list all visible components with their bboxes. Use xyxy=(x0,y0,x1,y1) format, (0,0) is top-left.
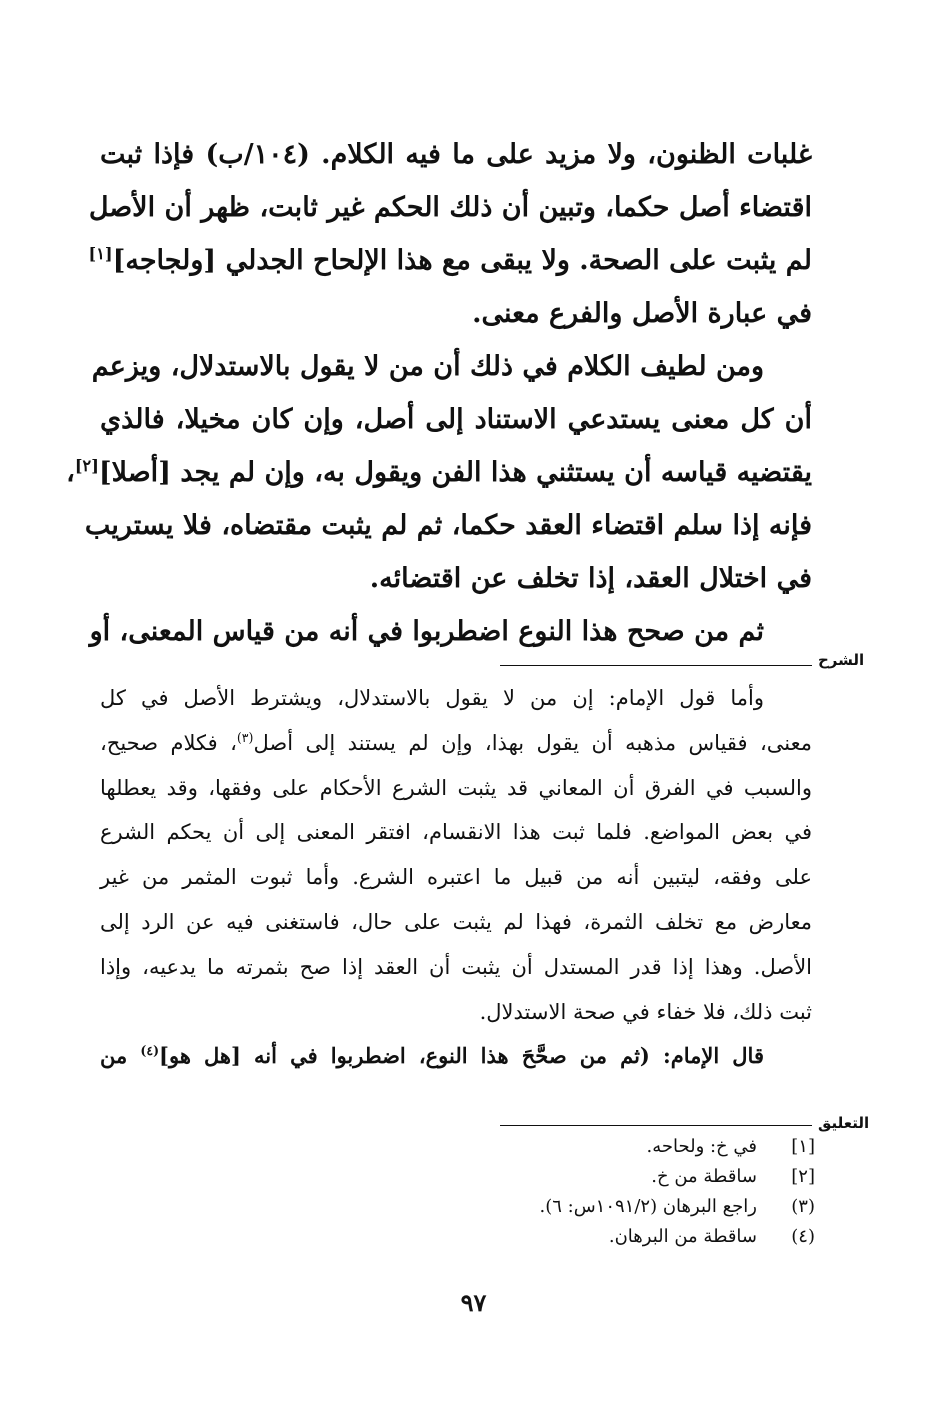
matn-line: ثم من صحح هذا النوع اضطربوا في أنه من قياس المعنى، أو xyxy=(89,616,764,647)
matn-line: لم يثبت على الصحة. ولا يبقى مع هذا الإلحاح الجدلي [ولجاجه][١] xyxy=(88,244,812,276)
matn-line: أن كل معنى يستدعي الاستناد إلى أصل، وإن كان مخيلا، فالذي xyxy=(100,404,812,435)
matn-line: فإنه إذا سلم اقتضاء العقد حكما، ثم لم يثبت مقتضاه، فلا يستريب xyxy=(84,510,812,541)
sharh-line: وأما قول الإمام: إن من لا يقول بالاستدلال، ويشترط الأصل في كل xyxy=(100,686,764,710)
sharh-line: ثبت ذلك، فلا خفاء في صحة الاستدلال. xyxy=(479,999,812,1024)
footnote-text: ساقطة من خ. xyxy=(651,1166,757,1187)
sharh-line: في بعض المواضع. فلما ثبت هذا الانقسام، افتقر المعنى إلى أن يحكم الشرع xyxy=(100,820,812,845)
matn-line: اقتضاء أصل حكما، وتبين أن ذلك الحكم غير ثابت، ظهر أن الأصل xyxy=(88,192,812,223)
taaliq-label: التعليق xyxy=(818,1114,870,1132)
footnote-number: [٢] xyxy=(791,1166,815,1187)
matn-line: غلبات الظنون، ولا مزيد على ما فيه الكلام. (١٠٤/ب) فإذا ثبت xyxy=(100,139,813,170)
sharh-line: معارض مع تخلف الثمرة، فهذا لم يثبت على حال، فاستغنى فيه عن الرد إلى xyxy=(100,909,812,934)
footnote-text: راجع البرهان (١٠٩١/٢س: ٦). xyxy=(539,1196,757,1217)
footnotes xyxy=(400,1132,815,1252)
page-number: ٩٧ xyxy=(460,1288,487,1317)
sharh-label: الشرح xyxy=(818,651,865,669)
footnote-number: [١] xyxy=(791,1136,815,1157)
matn-line: في عبارة الأصل والفرع معنى. xyxy=(472,298,812,329)
matn-line: ومن لطيف الكلام في ذلك أن من لا يقول بالاستدلال، ويزعم xyxy=(91,351,764,382)
footnote xyxy=(400,1132,815,1162)
sharh-line: قال الإمام: (ثم من صحَّحَ هذا النوع، اضطربوا في أنه [هل هو]$^{(٤)}$ من xyxy=(100,1043,764,1069)
matn-line: في اختلال العقد، إذا تخلف عن اقتضائه. xyxy=(369,563,812,594)
footnote-number: (٤) xyxy=(791,1226,815,1247)
sharh-line: معنى، فقياس مذهبه أن يقول بهذا، وإن لم يستند إلى أصل$^{(٣)}$، فكلام صحيح، xyxy=(100,729,812,755)
sharh-line: والسبب في الفرق أن المعاني قد يثبت الشرع الأحكام على وفقها، وقد يعطلها xyxy=(100,775,812,800)
footnote xyxy=(400,1222,815,1252)
sharh-separator xyxy=(500,665,812,666)
footnote-text: ساقطة من البرهان. xyxy=(608,1226,757,1247)
sharh-text xyxy=(100,676,812,1079)
footnote-text: في خ: ولحاحه. xyxy=(646,1136,757,1157)
matn-text xyxy=(66,128,813,658)
taaliq-separator xyxy=(500,1125,812,1126)
matn-line: يقتضيه قياسه أن يستثني هذا الفن ويقول به، وإن لم يجد [أصلا][٢]، xyxy=(66,456,812,488)
footnote xyxy=(400,1192,815,1222)
footnote xyxy=(400,1162,815,1192)
footnote-number: (٣) xyxy=(791,1196,815,1217)
sharh-line: الأصل. وهذا إذا قدر المستدل أن يثبت أن العقد إذا صح بثمرته ما يدعيه، وإذا xyxy=(100,954,812,979)
sharh-line: على وفقه، ليتبين أنه من قبيل ما اعتبره الشرع. وأما ثبوت المثمر من غير xyxy=(100,865,812,890)
